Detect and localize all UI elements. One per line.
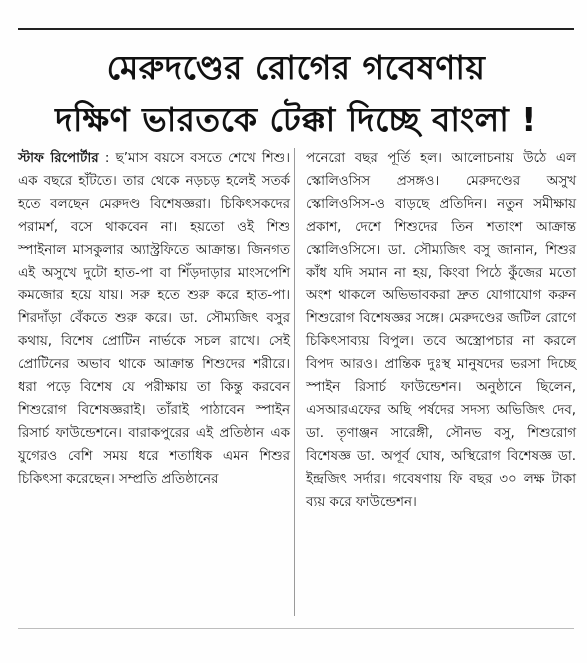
article-column-right xyxy=(306,148,576,515)
column-divider xyxy=(294,148,295,616)
headline-line-1: মেরুদণ্ডের রোগের গবেষণায় xyxy=(106,48,486,87)
left-column-text: : ছ’মাস বয়সে বসতে শেখে শিশু। এক বছরে হাঁটতে। তার থেকে নড়চড় হলেই সতর্ক হতে বলছেন মেরুদণ্ড বিশেষজ্ঞরা। চিকিৎসকদের পরামর্শ, বসে থাকবেন না। হয়তো ওই শিশু স্পাইনাল মাসকুলার অ্যাস্ট্রফিতে আক্রান্ত। জিনগত এই অসুখে দুটো হাত-পা বা শিঁড়দাড়ার মাংসপেশি কমজোর হয়ে যায়। সরু হতে শুরু করে হাত-পা। শিরদাঁড়া বেঁকতে শুরু করে। ডা. সৌম্যজিৎ বসুর কথায়, বিশেষ প্রোটিন নার্ভকে সচল রাখে। সেই প্রোটিনের অভাব থাকে আক্রান্ত শিশুদের শরীরে। ধরা পড়ে বিশেষ যে পরীক্ষায় তা কিন্তু করবেন শিশুরোগ বিশেষজ্ঞরাই। তাঁরাই পাঠাবেন স্পাইন রিসার্চ ফাউন্ডেশনে। বারাকপুরের এই প্রতিষ্ঠান এক যুগেরও বেশি সময় ধরে শতাধিক এমন শিশুর চিকিৎসা করেছেন। সম্প্রতি প্রতিষ্ঠানের xyxy=(18,151,290,487)
top-rule xyxy=(18,28,574,30)
article-column-left xyxy=(18,148,290,492)
byline: স্টাফ রিপোর্টার xyxy=(18,151,99,166)
bottom-rule xyxy=(18,628,574,629)
right-column-text: পনেরো বছর পূর্তি হল। আলোচনায় উঠে এল স্কোলিওসিস প্রসঙ্গও। মেরুদণ্ডের অসুখ স্কোলিওসিস-ও বাড়ছে প্রতিদিন। নতুন সমীক্ষায় প্রকাশ, দেশে শিশুদের তিন শতাংশ আক্রান্ত স্কোলিওসিসে। ডা. সৌম্যজিৎ বসু জানান, শিশুর কাঁধ যদি সমান না হয়, কিংবা পিঠে কুঁজের মতো অংশ থাকলে অভিভাবকরা দ্রুত যোগাযোগ করুন শিশুরোগ বিশেষজ্ঞর সঙ্গে। মেরুদণ্ডের জটিল রোগে চিকিৎসাব্যয় বিপুল। তবে অস্ত্রোপচার না করলে বিপদ আরও। প্রান্তিক দুঃস্থ মানুষদের ভরসা দিচ্ছে স্পাইন রিসার্চ ফাউন্ডেশন। অনুষ্ঠানে ছিলেন, এসআরএফের অছি পর্ষদের সদস্য অভিজিৎ দেব, ডা. তৃণাঞ্জন সারেঙ্গী, সৌনভ বসু, শিশুরোগ বিশেষজ্ঞ ডা. অপূর্ব ঘোষ, অস্থিরোগ বিশেষজ্ঞ ডা. ইন্দ্রজিৎ সর্দার। গবেষণায় ফি বছর ৩০ লক্ষ টাকা ব্যয় করে ফাউন্ডেশন। xyxy=(306,151,576,510)
headline-line-2: দক্ষিণ ভারতকে টেক্কা দিচ্ছে বাংলা ! xyxy=(55,100,537,139)
headline xyxy=(18,42,574,146)
